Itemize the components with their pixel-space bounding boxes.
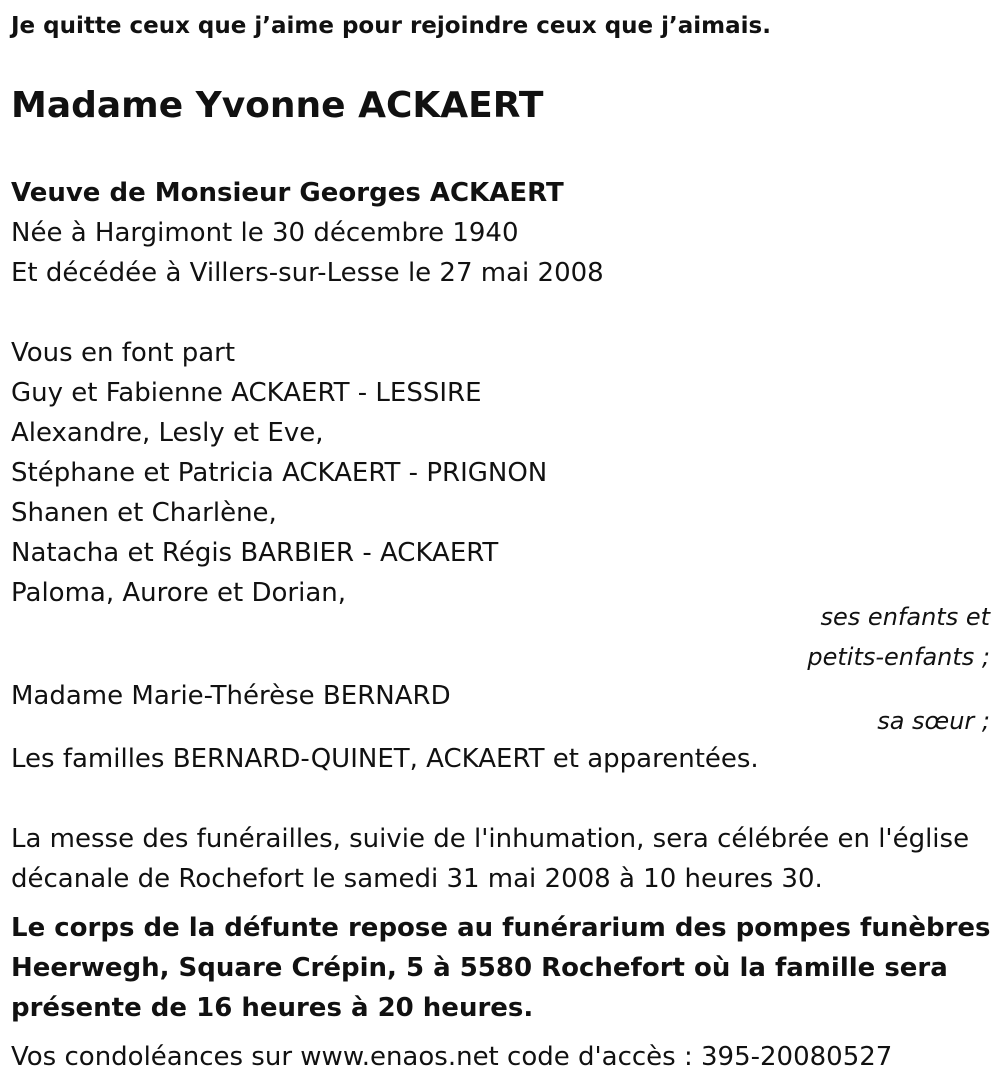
family-child-line: Shanen et Charlène, [11,498,277,528]
children-role-line-2: petits-enfants ; [807,643,990,671]
family-child-line: Natacha et Régis BARBIER - ACKAERT [11,538,499,568]
visitation-line-1: Le corps de la défunte repose au funérarium des pompes funèbres [11,913,991,943]
children-role-line-1: ses enfants et [820,603,990,631]
sister-line: Madame Marie-Thérèse BERNARD [11,681,451,711]
families-line: Les familles BERNARD-QUINET, ACKAERT et apparentées. [11,744,759,774]
epigraph: Je quitte ceux que j’aime pour rejoindre ceux que j’aimais. [11,13,771,39]
mass-line-1: La messe des funérailles, suivie de l'inhumation, sera célébrée en l'église [11,824,970,854]
visitation-line-2: Heerwegh, Square Crépin, 5 à 5580 Rochefort où la famille sera [11,953,948,983]
condolences-line: Vos condoléances sur www.enaos.net code d'accès : 395-20080527 [11,1042,893,1072]
family-child-line: Stéphane et Patricia ACKAERT - PRIGNON [11,458,548,488]
spouse-line: Veuve de Monsieur Georges ACKAERT [11,178,564,208]
sister-role: sa sœur ; [877,707,990,735]
family-child-line: Paloma, Aurore et Dorian, [11,578,347,608]
family-child-line: Alexandre, Lesly et Eve, [11,418,324,448]
family-intro: Vous en font part [11,338,236,368]
visitation-line-3: présente de 16 heures à 20 heures. [11,993,534,1023]
deceased-name: Madame Yvonne ACKAERT [11,85,544,126]
family-child-line: Guy et Fabienne ACKAERT - LESSIRE [11,378,482,408]
death-line: Et décédée à Villers-sur-Lesse le 27 mai 2008 [11,258,604,288]
birth-line: Née à Hargimont le 30 décembre 1940 [11,218,519,248]
mass-line-2: décanale de Rochefort le samedi 31 mai 2008 à 10 heures 30. [11,864,823,894]
